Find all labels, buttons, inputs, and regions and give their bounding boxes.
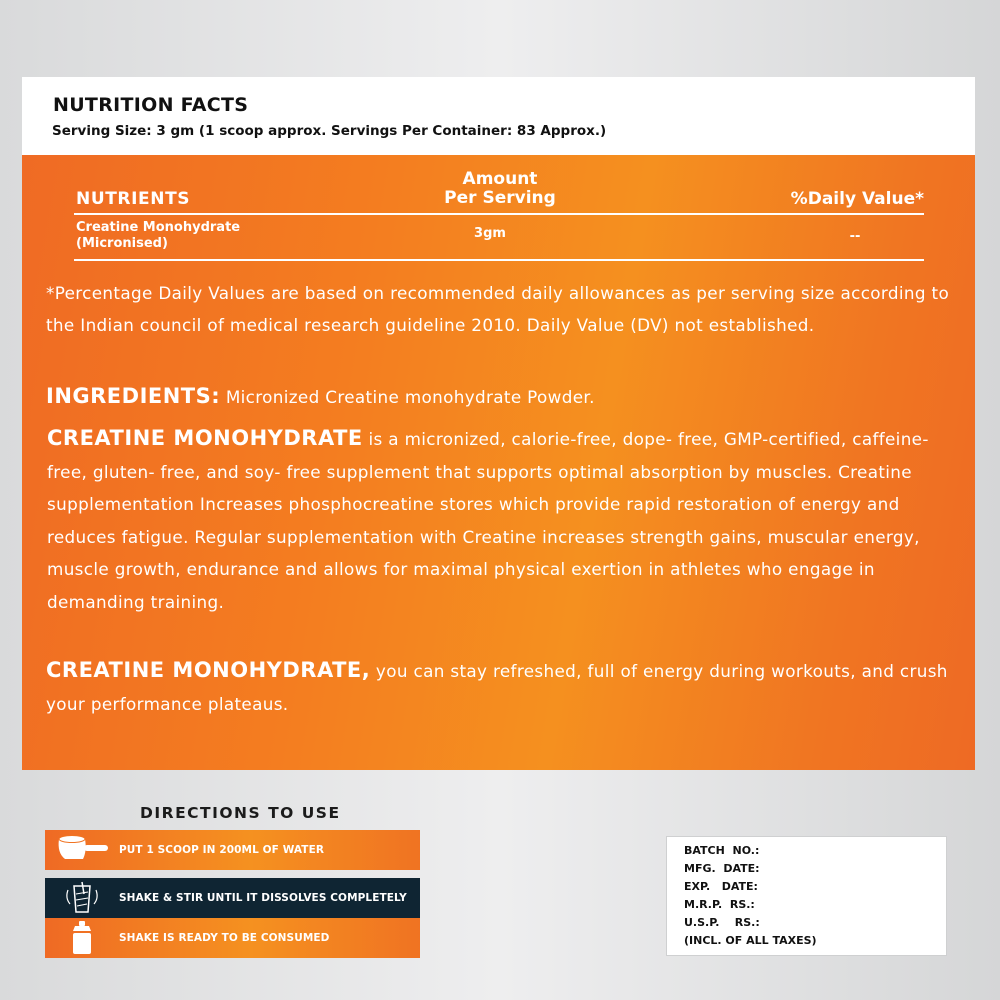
ingredients-text: Micronized Creatine monohydrate Powder. xyxy=(220,387,595,407)
batch-number-label: BATCH NO.: xyxy=(684,844,760,857)
directions-title: DIRECTIONS TO USE xyxy=(140,804,341,822)
serving-size-text: Serving Size: 3 gm (1 scoop approx. Servings Per Container: 83 Approx.) xyxy=(52,123,607,139)
nutrient-amount-cell: 3gm xyxy=(474,226,506,241)
nutrition-facts-title: NUTRITION FACTS xyxy=(53,94,249,116)
amount-column-header xyxy=(420,170,580,208)
direction-step-3-text: SHAKE IS READY TO BE CONSUMED xyxy=(119,932,330,944)
shaker-bottle-icon xyxy=(45,918,119,958)
mrp-label: M.R.P. RS.: xyxy=(684,898,755,911)
direction-step-1 xyxy=(45,830,420,870)
amount-header-line1: Amount xyxy=(462,169,538,189)
nutrition-facts-header xyxy=(22,77,975,155)
batch-info-box xyxy=(666,836,947,956)
mfg-date-label: MFG. DATE: xyxy=(684,862,760,875)
creatine-benefit-text: you can stay refreshed, full of energy during workouts, and crush your performance plateaus. xyxy=(46,661,948,714)
table-header-divider xyxy=(74,213,924,215)
creatine-benefit-label: CREATINE MONOHYDRATE, xyxy=(46,658,371,682)
taxes-note: (INCL. OF ALL TAXES) xyxy=(684,934,817,947)
exp-date-label: EXP. DATE: xyxy=(684,880,758,893)
nutrient-daily-value-cell: -- xyxy=(849,229,861,244)
direction-step-3 xyxy=(45,918,420,958)
table-bottom-divider xyxy=(74,259,924,261)
daily-value-column-header: %Daily Value* xyxy=(790,189,924,209)
creatine-benefit-paragraph xyxy=(46,654,981,720)
nutrient-name-line1: Creatine Monohydrate xyxy=(76,220,241,235)
nutrient-name-cell xyxy=(76,220,240,252)
creatine-description-label: CREATINE MONOHYDRATE xyxy=(47,426,363,450)
nutrient-name-line2: (Micronised) xyxy=(76,236,168,251)
scoop-icon xyxy=(45,830,119,870)
daily-value-disclaimer: *Percentage Daily Values are based on recommended daily allowances as per serving size according to the Indian council of medical research guideline 2010. Daily Value (DV) not established. xyxy=(46,283,950,335)
shake-stir-icon xyxy=(45,878,119,918)
nutrients-column-header: NUTRIENTS xyxy=(76,189,191,209)
direction-step-2 xyxy=(45,878,420,918)
ingredients-label: INGREDIENTS: xyxy=(46,384,221,408)
creatine-description-paragraph xyxy=(47,422,967,618)
direction-step-1-text: PUT 1 SCOOP IN 200ML OF WATER xyxy=(119,844,325,856)
direction-step-2-text: SHAKE & STIR UNTIL IT DISSOLVES COMPLETELY xyxy=(119,892,407,904)
ingredients-paragraph xyxy=(46,381,966,412)
usp-label: U.S.P. RS.: xyxy=(684,916,760,929)
amount-header-line2: Per Serving xyxy=(444,188,556,208)
creatine-description-text: is a micronized, calorie-free, dope- free, GMP-certified, caffeine- free, gluten- free, and soy- free supplement that supports optimal absorption by muscles. Creatine supplementation Increases phosphocreatine stores which provide rapid restoration of energy and reduces fatigue. Regular supplementation with Creatine increases strength gains, muscular energy, muscle growth, endurance and allows for maximal physical exertion in athletes who engage in demanding training. xyxy=(47,429,929,612)
